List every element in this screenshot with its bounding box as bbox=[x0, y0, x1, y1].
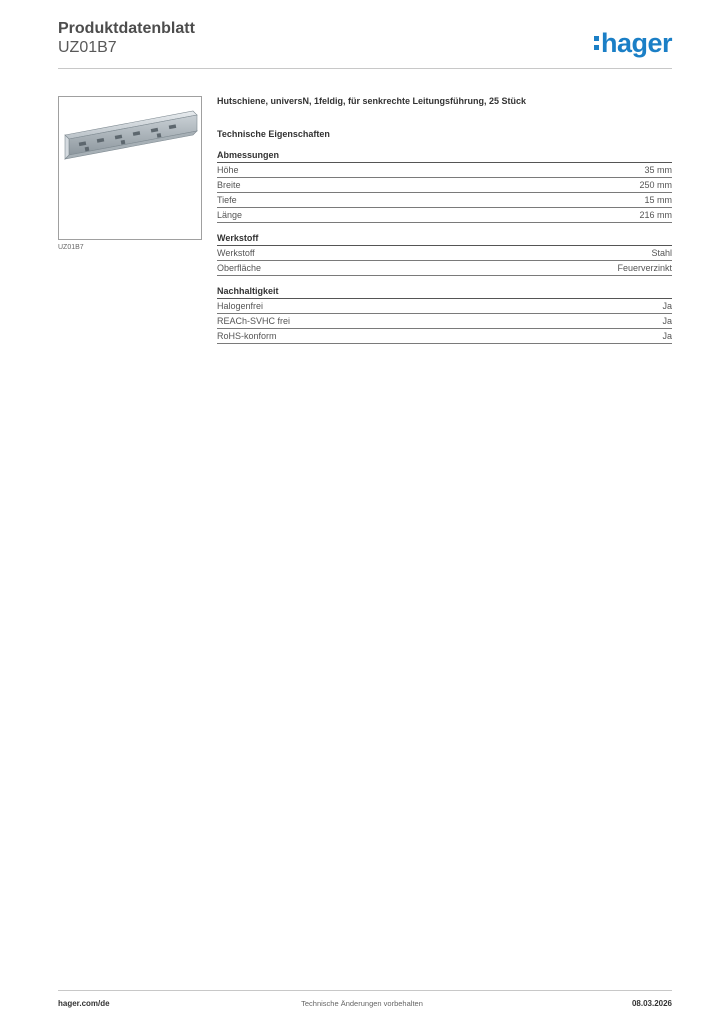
property-row bbox=[217, 261, 672, 276]
hager-logo bbox=[594, 28, 672, 58]
logo-colon-icon bbox=[594, 34, 599, 52]
header-divider bbox=[58, 68, 672, 69]
property-row bbox=[217, 314, 672, 329]
property-label: Breite bbox=[217, 180, 241, 190]
logo-text: hager bbox=[600, 27, 672, 58]
product-image bbox=[58, 96, 202, 240]
footer-website-link[interactable]: hager.com/de bbox=[58, 999, 110, 1008]
property-label: Tiefe bbox=[217, 195, 237, 205]
product-description: Hutschiene, universN, 1feldig, für senkrechte Leitungsführung, 25 Stück bbox=[217, 96, 527, 106]
section-title: Werkstoff bbox=[217, 233, 672, 246]
product-code: UZ01B7 bbox=[58, 39, 117, 56]
property-value: Ja bbox=[662, 316, 672, 326]
property-value: 35 mm bbox=[644, 165, 672, 175]
property-value: Ja bbox=[662, 301, 672, 311]
footer-date: 08.03.2026 bbox=[631, 999, 672, 1008]
section-material bbox=[217, 233, 672, 276]
property-value: 15 mm bbox=[644, 195, 672, 205]
property-label: Werkstoff bbox=[217, 248, 255, 258]
property-value: 250 mm bbox=[639, 180, 672, 190]
property-value: Feuerverzinkt bbox=[617, 263, 672, 273]
product-details bbox=[217, 96, 672, 344]
property-row bbox=[217, 246, 672, 261]
property-row bbox=[217, 299, 672, 314]
page-title: Produktdatenblatt bbox=[58, 20, 195, 37]
property-value: Stahl bbox=[651, 248, 672, 258]
property-label: REACh-SVHC frei bbox=[217, 316, 291, 326]
footer-divider bbox=[58, 990, 672, 991]
property-row bbox=[217, 329, 672, 344]
property-value: 216 mm bbox=[639, 210, 672, 220]
section-sustainability bbox=[217, 286, 672, 344]
section-title: Nachhaltigkeit bbox=[217, 286, 672, 299]
property-row bbox=[217, 178, 672, 193]
image-caption: UZ01B7 bbox=[58, 244, 84, 251]
technical-properties-heading: Technische Eigenschaften bbox=[217, 129, 330, 139]
section-title: Abmessungen bbox=[217, 150, 672, 163]
section-dimensions bbox=[217, 150, 672, 223]
property-label: Höhe bbox=[217, 165, 239, 175]
property-label: Halogenfrei bbox=[217, 301, 264, 311]
property-label: RoHS-konform bbox=[217, 331, 277, 341]
property-row bbox=[217, 208, 672, 223]
property-label: Länge bbox=[217, 210, 243, 220]
footer-notice: Technische Änderungen vorbehalten bbox=[301, 999, 423, 1008]
property-label: Oberfläche bbox=[217, 263, 262, 273]
property-row bbox=[217, 193, 672, 208]
property-value: Ja bbox=[662, 331, 672, 341]
din-rail-illustration bbox=[59, 97, 201, 239]
property-row bbox=[217, 163, 672, 178]
